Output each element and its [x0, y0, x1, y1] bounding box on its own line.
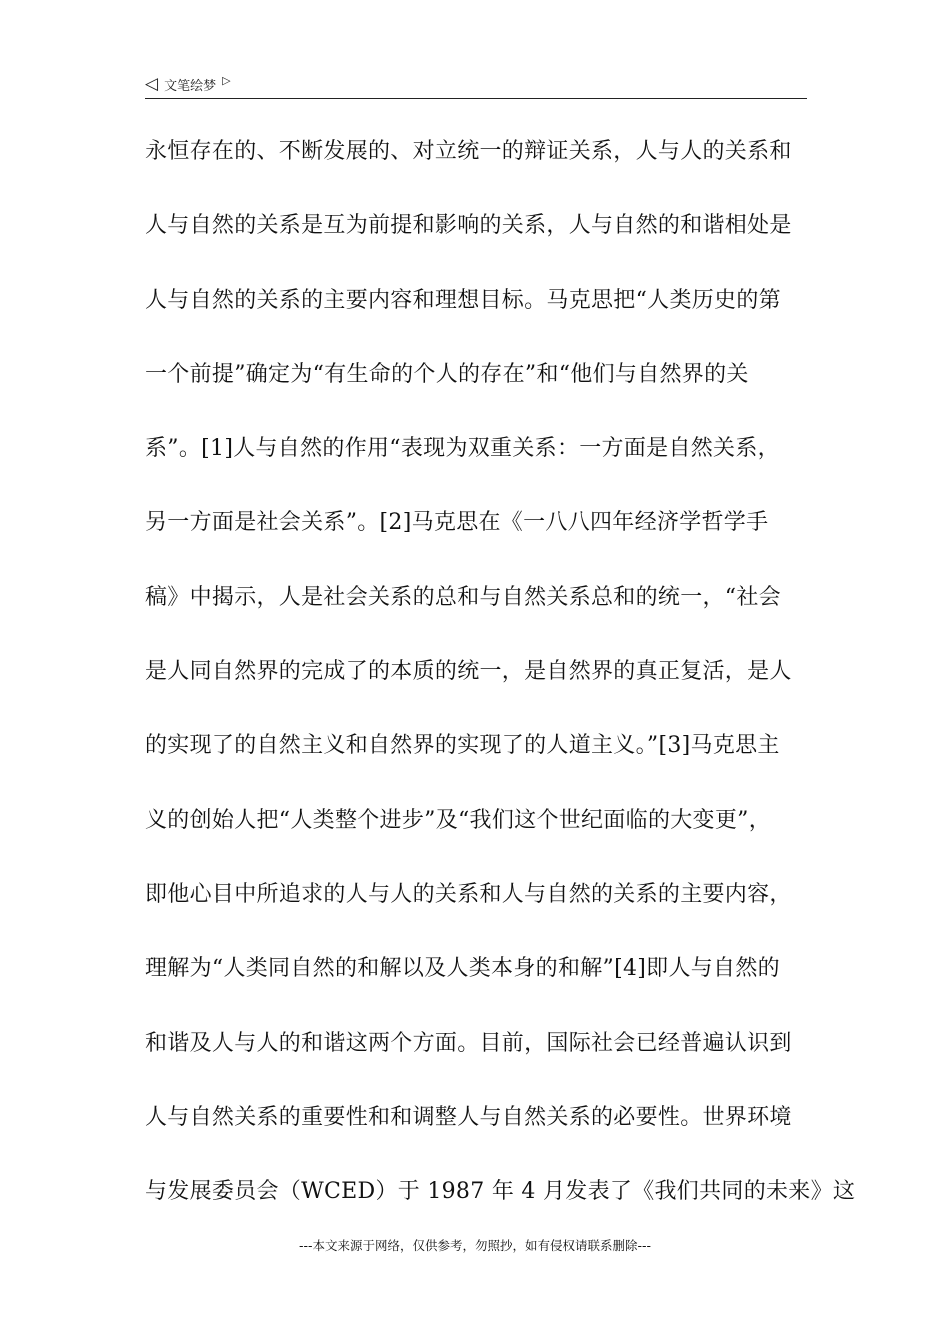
text-line: 与发展委员会（WCED）于 1987 年 4 月发表了《我们共同的未来》这 — [145, 1179, 856, 1205]
text-line: 人与自然的关系是互为前提和影响的关系，人与自然的和谐相处是 — [145, 213, 792, 239]
triangle-left-icon: ◁ — [145, 74, 159, 94]
document-body — [145, 132, 856, 1246]
text-line: 系”。[1]人与自然的作用“表现为双重关系：一方面是自然关系， — [145, 436, 780, 462]
header-title: 文笔绘梦 — [164, 78, 217, 94]
text-line: 和谐及人与人的和谐这两个方面。目前，国际社会已经普遍认识到 — [145, 1030, 792, 1056]
text-line: 永恒存在的、不断发展的、对立统一的辩证关系，人与人的关系和 — [145, 139, 792, 164]
text-line: 另一方面是社会关系”。[2]马克思在《一八八四年经济学哲学手 — [145, 510, 769, 536]
page-footer: ---本文来源于网络，仅供参考，勿照抄，如有侵权请联系删除--- — [298, 1238, 652, 1253]
text-line: 人与自然的关系的主要内容和理想目标。马克思把“人类历史的第 — [145, 287, 781, 313]
text-line: 稿》中揭示，人是社会关系的总和与自然关系总和的统一，“社会 — [145, 584, 781, 610]
triangle-right-icon: ▷ — [222, 74, 231, 87]
text-line: 是人同自然界的完成了的本质的统一，是自然界的真正复活，是人 — [145, 659, 792, 685]
page-header — [145, 74, 807, 99]
text-line: 的实现了的自然主义和自然界的实现了的人道主义。”[3]马克思主 — [145, 733, 780, 759]
text-line: 人与自然关系的重要性和和调整人与自然关系的必要性。世界环境 — [145, 1104, 792, 1130]
text-line: 一个前提”确定为“有生命的个人的存在”和“他们与自然界的关 — [145, 361, 749, 387]
text-line: 义的创始人把“人类整个进步”及“我们这个世纪面临的大变更”， — [145, 807, 771, 833]
header-brand — [145, 74, 231, 94]
text-line: 理解为“人类同自然的和解以及人类本身的和解”[4]即人与自然的 — [145, 956, 780, 982]
text-line: 即他心目中所追求的人与人的关系和人与自然的关系的主要内容， — [145, 881, 792, 907]
